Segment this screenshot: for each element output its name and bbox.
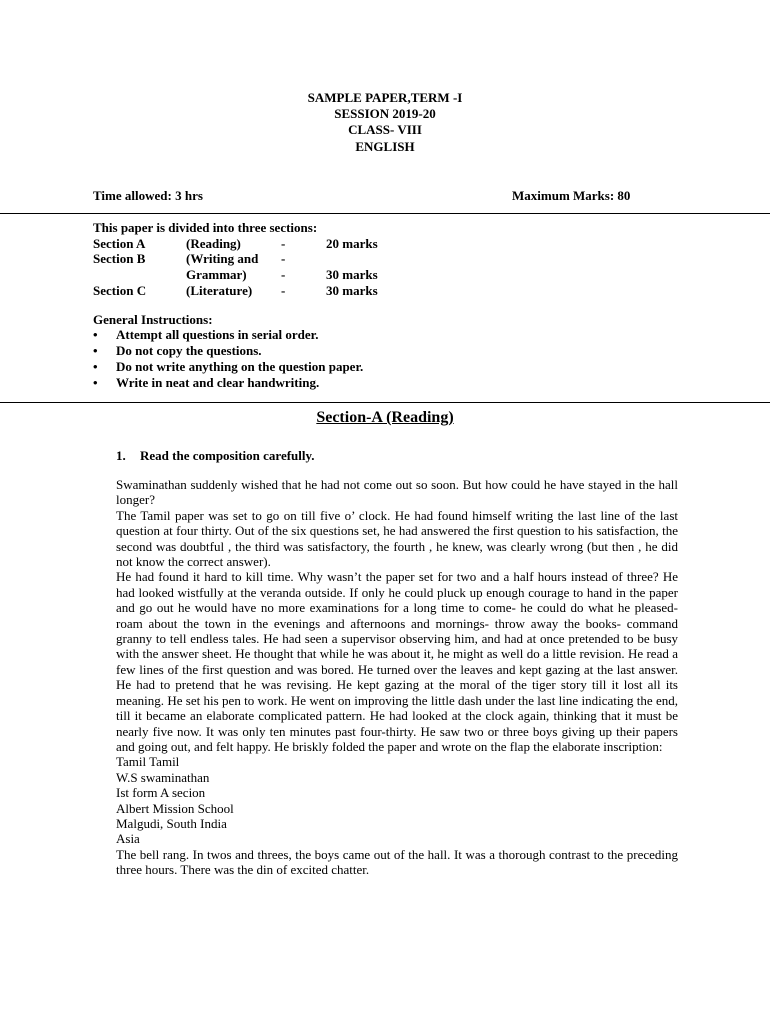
passage-paragraph: He had found it hard to kill time. Why wasn’t the paper set for two and a half hours instead of three? He had looked wistfully at the veranda outside. If only he could pluck up enough courage to hand in the paper and go out he would have no more examinations for a long time to come- he could do what he pleased- roam about the town in the evenings and afternoons and mornings- throw away the books- command granny to tell endless tales. He had seen a supervisor observing him, and had at once pretended to be busy with the answer sheet. He thought that while he was about it, he might as well do a little revision. He read a few lines of the first question and was bored. He turned over the leaves and kept gazing at the last answer. He had to pretend that he was revising. He kept gazing at the moral of the tiger story till it lost all its meaning. He set his pen to work. He went on improving the little dash under the last line indicating the end, till it became an elaborate complicated pattern. He had looked at the clock again, thinking that it must be nearly five now. It was only ten minutes past four-thirty. He saw two or three boys giving up their papers and going out, and felt happy. He briskly folded the paper and wrote on the flap the elaborate inscription: <box>116 569 678 754</box>
instructions-list <box>93 327 363 391</box>
question-text: Read the composition carefully. <box>140 448 315 463</box>
reading-passage <box>116 477 678 878</box>
section-name: Section A <box>93 236 146 251</box>
bullet-icon: • <box>93 343 98 358</box>
subject-line: ENGLISH <box>355 139 415 154</box>
divider-top <box>0 213 770 214</box>
list-item <box>93 359 363 375</box>
section-name: Section C <box>93 283 147 298</box>
list-item <box>93 327 363 343</box>
section-marks: 20 marks <box>326 236 378 251</box>
instruction-text: Write in neat and clear handwriting. <box>116 375 320 390</box>
section-dash: - <box>281 283 286 298</box>
section-title: Grammar) <box>186 267 247 282</box>
section-row <box>93 283 413 299</box>
divider-bottom <box>0 402 770 403</box>
passage-closing: The bell rang. In twos and threes, the boys came out of the hall. It was a thorough contrast to the preceding three hours. There was the din of excited chatter. <box>116 846 678 878</box>
section-title: (Reading) <box>186 236 241 251</box>
list-item <box>93 375 363 391</box>
paper-title: SAMPLE PAPER,TERM -I <box>307 90 463 105</box>
section-name: Section B <box>93 251 146 266</box>
inscription-line: Malgudi, South India <box>116 815 227 831</box>
instruction-text: Attempt all questions in serial order. <box>116 327 319 342</box>
bullet-icon: • <box>93 375 98 390</box>
inscription-line: Tamil Tamil <box>116 754 180 770</box>
bullet-icon: • <box>93 327 98 342</box>
question-number: 1. <box>116 448 126 463</box>
section-marks: 30 marks <box>326 267 378 282</box>
instruction-text: Do not write anything on the question paper. <box>116 359 364 374</box>
section-a-title: Section-A (Reading) <box>316 409 454 426</box>
list-item <box>93 343 363 359</box>
instructions-heading: General Instructions: <box>93 312 213 327</box>
class-line: CLASS- VIII <box>348 122 422 137</box>
bullet-icon: • <box>93 359 98 374</box>
section-marks: 30 marks <box>326 283 378 298</box>
sections-intro: This paper is divided into three sections: <box>93 220 318 235</box>
inscription-line: Asia <box>116 831 140 847</box>
session-line: SESSION 2019-20 <box>334 106 436 121</box>
inscription-line: Ist form A secion <box>116 785 206 801</box>
section-row <box>93 236 413 252</box>
inscription-line: W.S swaminathan <box>116 769 210 785</box>
passage-paragraph: The Tamil paper was set to go on till five o’ clock. He had found himself writing the last line of the last question at four thirty. Out of the six questions set, he had answered the first question to his satisfaction, the second was doubtful , the third was satisfactory, the fourth , he knew, was clearly wrong (but then , he did not know the correct answer). <box>116 507 678 570</box>
section-title: (Literature) <box>186 283 253 298</box>
section-dash: - <box>281 236 286 251</box>
section-dash: - <box>281 267 286 282</box>
maximum-marks: Maximum Marks: 80 <box>512 188 631 203</box>
section-row <box>93 267 413 283</box>
inscription-line: Albert Mission School <box>116 800 234 816</box>
section-dash: - <box>281 251 286 266</box>
instruction-text: Do not copy the questions. <box>116 343 262 358</box>
passage-paragraph: Swaminathan suddenly wished that he had not come out so soon. But how could he have stayed in the hall longer? <box>116 477 678 508</box>
time-allowed: Time allowed: 3 hrs <box>93 188 203 203</box>
section-title: (Writing and <box>186 251 259 266</box>
section-row <box>93 251 413 267</box>
